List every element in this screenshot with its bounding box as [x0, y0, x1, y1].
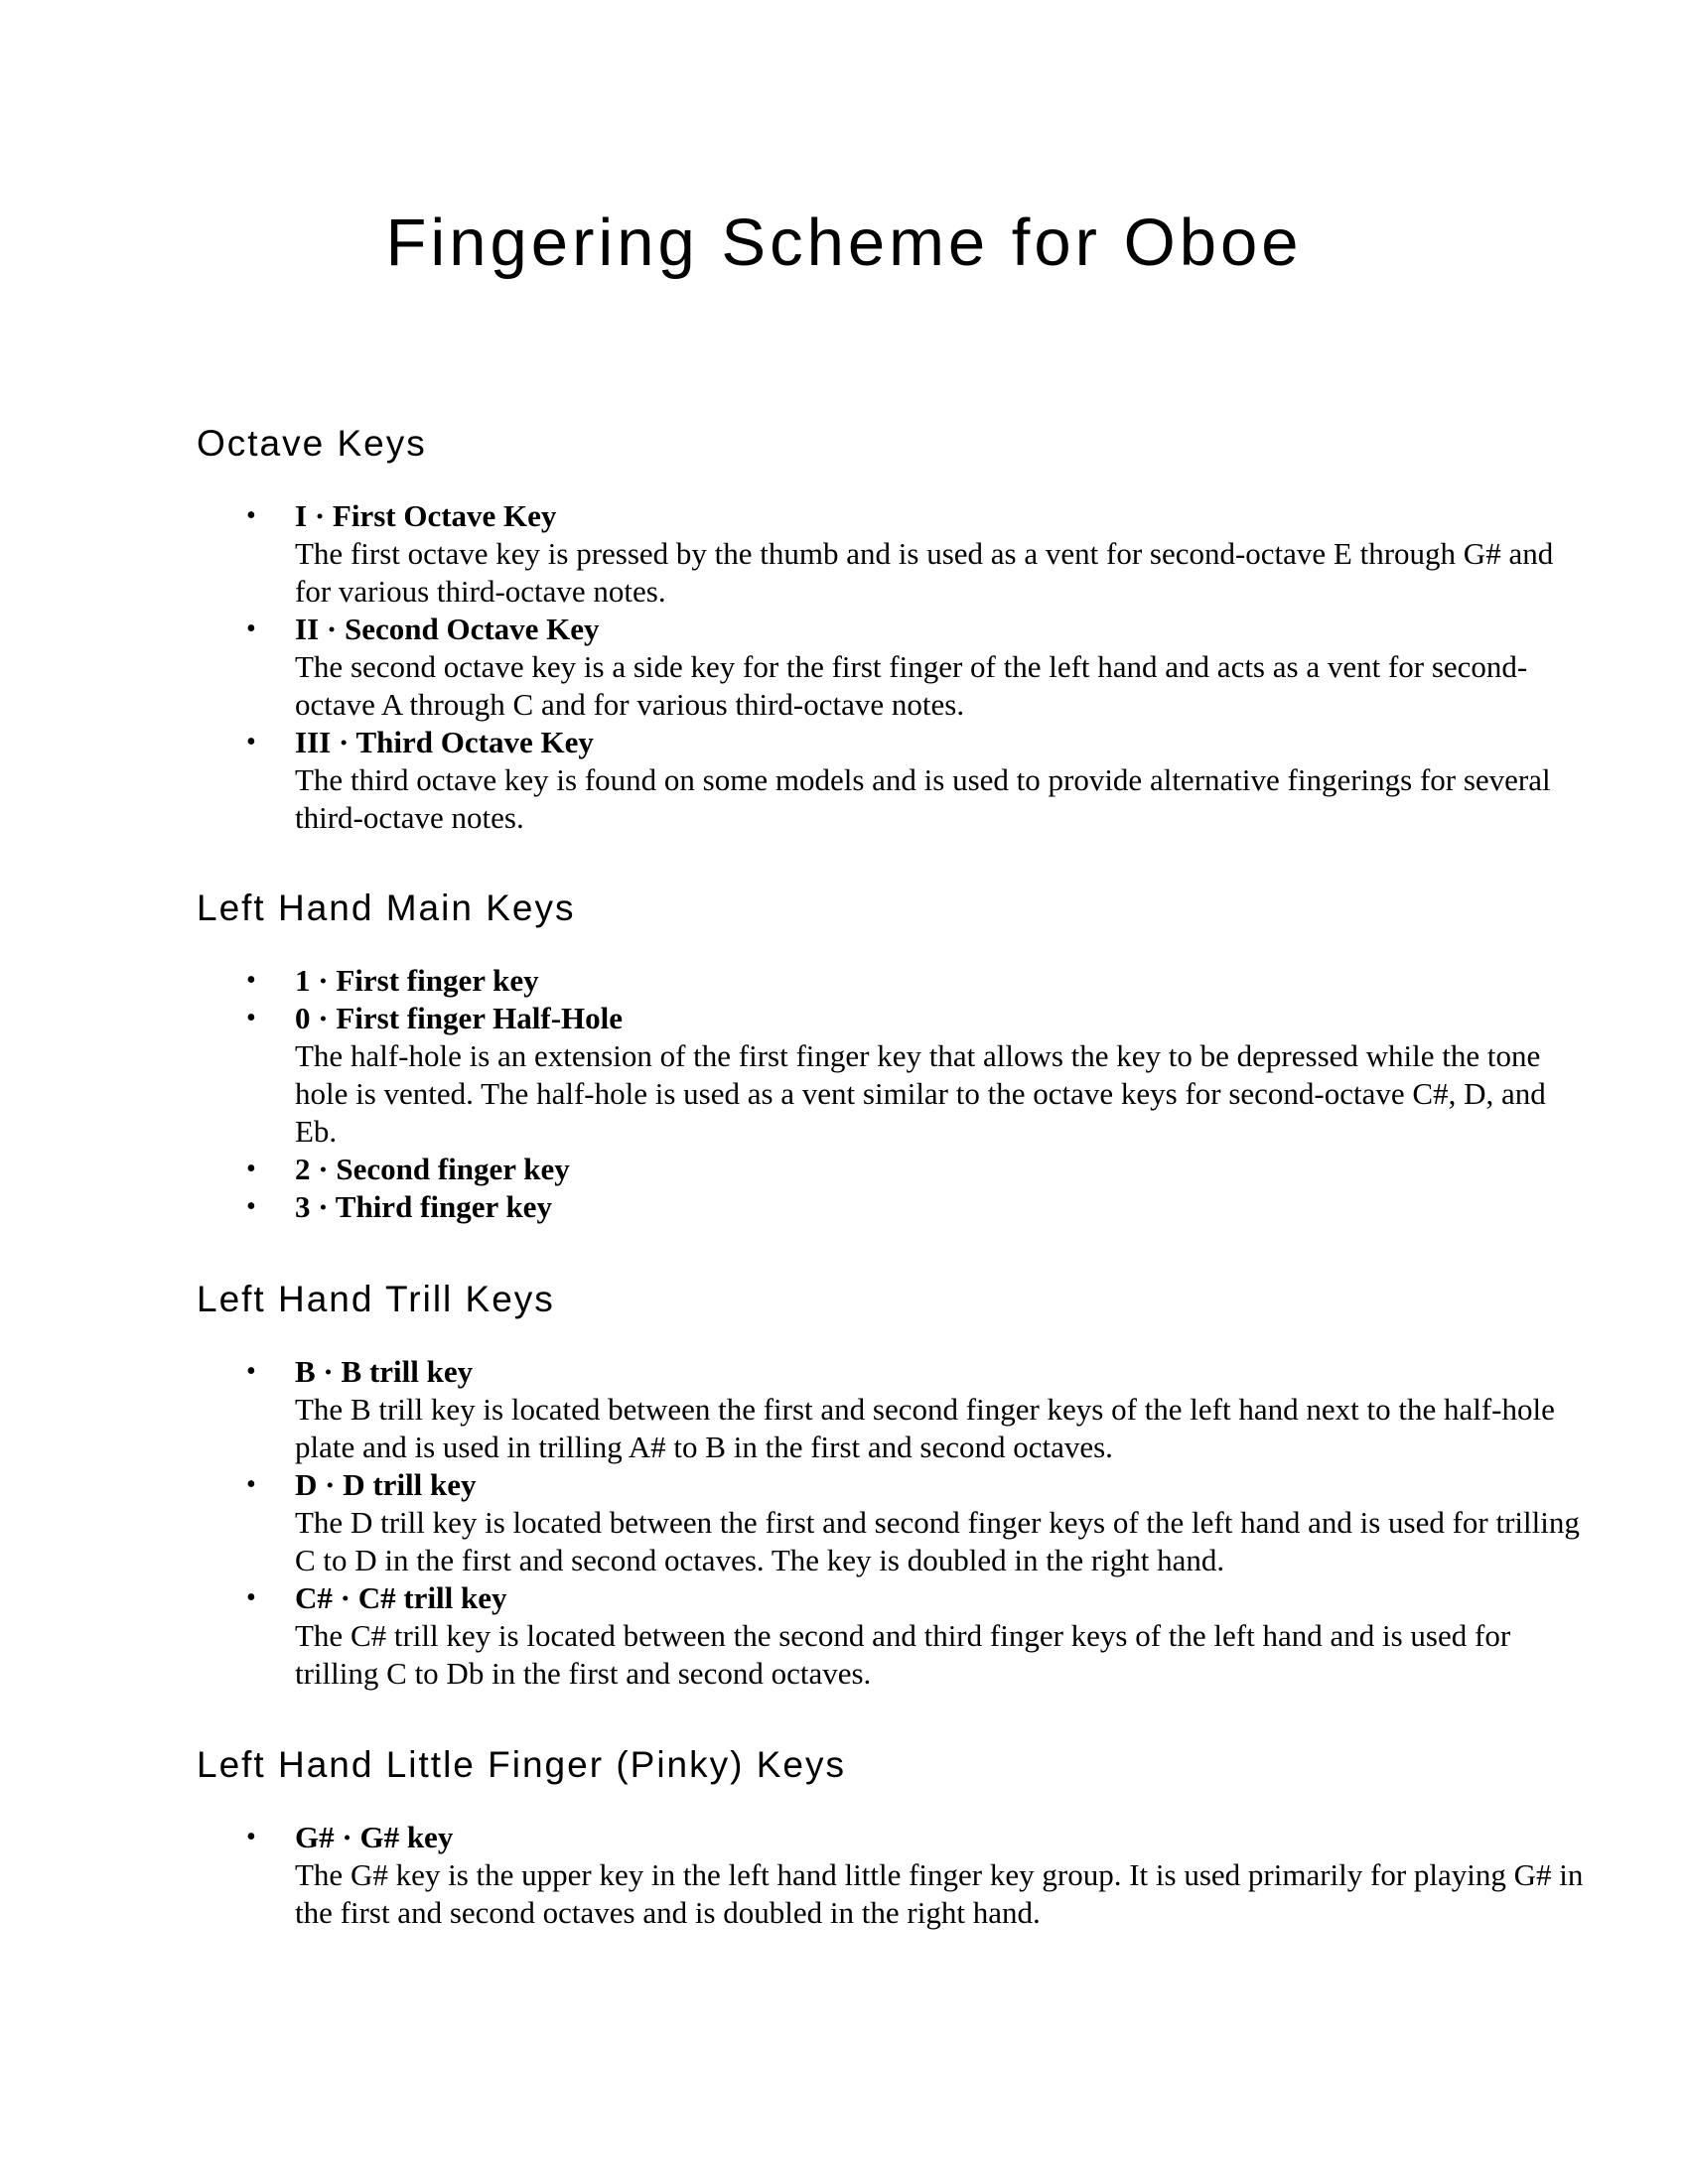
bullet-icon: • — [246, 614, 256, 644]
bullet-icon: • — [246, 965, 256, 996]
key-description: The second octave key is a side key for the first finger of the left hand and acts as a vent for second-octave A through C and for various third-octave notes. — [295, 649, 1528, 722]
section-left-hand-trill-keys — [197, 1278, 1587, 1693]
section-left-hand-pinky-keys — [197, 1743, 1587, 1932]
section-heading: Left Hand Trill Keys — [197, 1279, 555, 1319]
document-title: Fingering Scheme for Oboe — [385, 205, 1303, 280]
bullet-icon: • — [246, 727, 256, 757]
key-list — [197, 1353, 1587, 1693]
bullet-icon: • — [246, 1154, 256, 1184]
key-list — [197, 497, 1587, 837]
list-item — [197, 1819, 1587, 1932]
section-heading: Left Hand Main Keys — [197, 887, 576, 928]
bullet-icon: • — [246, 1003, 256, 1033]
section-left-hand-main-keys — [197, 887, 1587, 1226]
bullet-icon: • — [246, 1822, 256, 1852]
list-item — [197, 611, 1587, 724]
list-item — [197, 1188, 1587, 1226]
key-description: The third octave key is found on some models and is used to provide alternative fingerings for several third-octave notes. — [295, 762, 1551, 835]
list-item — [197, 724, 1587, 837]
key-title: 2 · Second finger key — [295, 1152, 570, 1186]
key-title: II · Second Octave Key — [295, 612, 600, 646]
section-heading: Left Hand Little Finger (Pinky) Keys — [197, 1744, 846, 1785]
key-description: The half-hole is an extension of the first finger key that allows the key to be depressed while the tone hole is vented. The half-hole is used as a vent similar to the octave keys for second-octave C#, D, and Eb. — [295, 1038, 1546, 1149]
bullet-icon: • — [246, 1356, 256, 1387]
key-title: G# · G# key — [295, 1820, 454, 1854]
section-heading: Octave Keys — [197, 423, 427, 464]
key-list — [197, 962, 1587, 1226]
list-item — [197, 497, 1587, 611]
list-item — [197, 1579, 1587, 1693]
key-list — [197, 1819, 1587, 1932]
key-description: The first octave key is pressed by the thumb and is used as a vent for second-octave E through G# and for various third-octave notes. — [295, 536, 1554, 609]
key-description: The G# key is the upper key in the left hand little finger key group. It is used primarily for playing G# in the first and second octaves and is doubled in the right hand. — [295, 1857, 1584, 1930]
key-title: 1 · First finger key — [295, 963, 539, 998]
list-item — [197, 1000, 1587, 1151]
key-title: B · B trill key — [295, 1354, 474, 1389]
key-title: C# · C# trill key — [295, 1580, 507, 1615]
bullet-icon: • — [246, 1191, 256, 1222]
key-description: The D trill key is located between the first and second finger keys of the left hand and is used for trilling C to D in the first and second octaves. The key is doubled in the right hand. — [295, 1505, 1580, 1577]
list-item — [197, 962, 1587, 1000]
section-octave-keys — [197, 422, 1587, 837]
bullet-icon: • — [246, 1582, 256, 1613]
key-description: The B trill key is located between the first and second finger keys of the left hand next to the half-hole plate and is used in trilling A# to B in the first and second octaves. — [295, 1392, 1555, 1464]
key-title: 0 · First finger Half-Hole — [295, 1001, 624, 1035]
key-title: I · First Octave Key — [295, 498, 557, 533]
list-item — [197, 1353, 1587, 1466]
list-item — [197, 1466, 1587, 1579]
key-title: D · D trill key — [295, 1467, 477, 1502]
list-item — [197, 1151, 1587, 1188]
bullet-icon: • — [246, 1469, 256, 1500]
bullet-icon: • — [246, 500, 256, 531]
key-description: The C# trill key is located between the second and third finger keys of the left hand and is used for trilling C to Db in the first and second octaves. — [295, 1618, 1511, 1691]
key-title: III · Third Octave Key — [295, 725, 594, 759]
key-title: 3 · Third finger key — [295, 1189, 552, 1224]
